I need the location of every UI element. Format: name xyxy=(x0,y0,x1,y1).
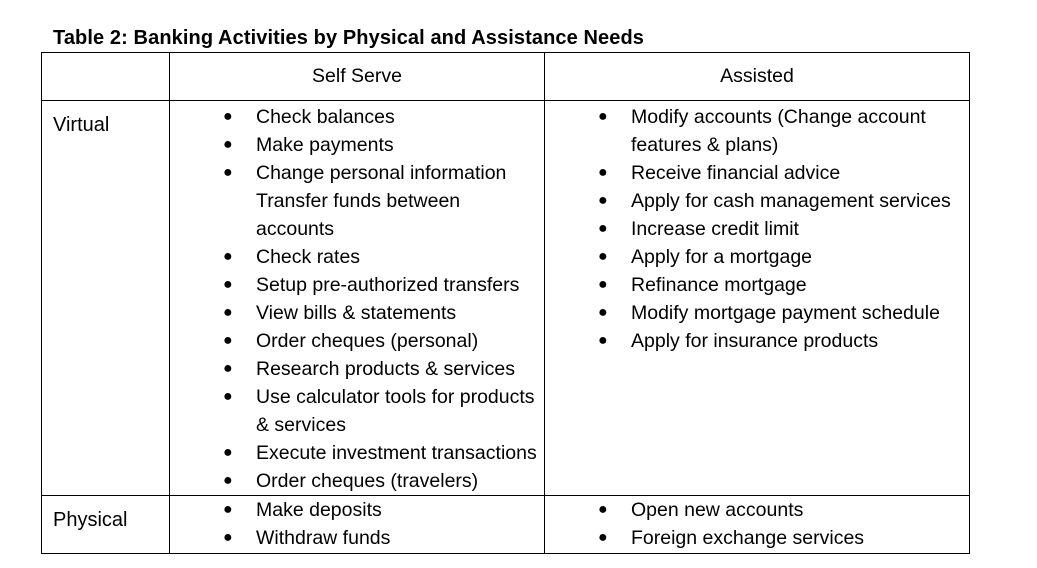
bullet-icon: ● xyxy=(223,501,233,518)
physical-self-serve-list xyxy=(170,496,544,552)
bullet-icon: ● xyxy=(598,192,608,209)
physical-assisted-cell xyxy=(545,496,970,554)
bullet-icon: ● xyxy=(223,472,233,489)
bullet-icon: ● xyxy=(598,332,608,349)
bullet-icon: ● xyxy=(598,164,608,181)
list-item: ● Refinance mortgage xyxy=(545,271,969,299)
bullet-icon: ● xyxy=(598,529,608,546)
list-item: ● Withdraw funds xyxy=(170,524,544,552)
list-item: ● Research products & services xyxy=(170,355,544,383)
column-header-self-serve: Self Serve xyxy=(170,53,545,101)
list-item: ● Setup pre-authorized transfers xyxy=(170,271,544,299)
virtual-self-serve-cell xyxy=(170,101,545,496)
bullet-icon: ● xyxy=(223,444,233,461)
list-item: ● Receive financial advice xyxy=(545,159,969,187)
bullet-icon: ● xyxy=(598,220,608,237)
list-item: ● Increase credit limit xyxy=(545,215,969,243)
bullet-icon: ● xyxy=(223,248,233,265)
virtual-assisted-list xyxy=(545,101,969,355)
table-row-virtual xyxy=(42,101,970,496)
list-item: ● View bills & statements xyxy=(170,299,544,327)
list-item-continuation: features & plans) xyxy=(631,134,779,156)
list-item: ● Foreign exchange services xyxy=(545,524,969,552)
bullet-icon: ● xyxy=(223,360,233,377)
bullet-icon: ● xyxy=(223,276,233,293)
list-item: ● Open new accounts xyxy=(545,496,969,524)
virtual-assisted-cell xyxy=(545,101,970,496)
list-item: ● Check rates xyxy=(170,243,544,271)
row-header-virtual xyxy=(42,101,170,496)
bullet-icon: ● xyxy=(223,108,233,125)
bullet-icon: ● xyxy=(223,136,233,153)
list-item: ● Apply for insurance products xyxy=(545,327,969,355)
list-item-continuation: accounts xyxy=(256,218,335,240)
bullet-icon: ● xyxy=(598,501,608,518)
list-item: ● Change personal information xyxy=(170,159,544,187)
list-item: ● Execute investment transactions xyxy=(170,439,544,467)
list-item: ● Modify mortgage payment schedule xyxy=(545,299,969,327)
list-item: ● Use calculator tools for products xyxy=(170,383,544,411)
list-item: Transfer funds between xyxy=(256,190,461,212)
physical-assisted-list xyxy=(545,496,969,552)
banking-activities-table xyxy=(41,52,970,554)
list-item: ● Order cheques (personal) xyxy=(170,327,544,355)
list-item: ● Modify accounts (Change account xyxy=(545,103,969,131)
table-caption: Table 2: Banking Activities by Physical and Assistance Needs xyxy=(53,27,645,49)
column-header-assisted: Assisted xyxy=(545,53,970,101)
list-item-continuation: & services xyxy=(256,414,346,436)
bullet-icon: ● xyxy=(598,248,608,265)
virtual-self-serve-list xyxy=(170,101,544,495)
bullet-icon: ● xyxy=(223,529,233,546)
header-row xyxy=(42,53,970,101)
bullet-icon: ● xyxy=(598,304,608,321)
row-label: Virtual xyxy=(53,114,110,136)
row-header-physical xyxy=(42,496,170,554)
list-item: ● Apply for cash management services xyxy=(545,187,969,215)
bullet-icon: ● xyxy=(223,332,233,349)
bullet-icon: ● xyxy=(598,108,608,125)
bullet-icon: ● xyxy=(223,388,233,405)
row-label: Physical xyxy=(53,509,128,531)
bullet-icon: ● xyxy=(598,276,608,293)
list-item: ● Order cheques (travelers) xyxy=(170,467,544,495)
bullet-icon: ● xyxy=(223,164,233,181)
list-item: ● Check balances xyxy=(170,103,544,131)
list-item: ● Make deposits xyxy=(170,496,544,524)
bullet-icon: ● xyxy=(223,304,233,321)
list-item: ● Make payments xyxy=(170,131,544,159)
list-item: ● Apply for a mortgage xyxy=(545,243,969,271)
corner-cell xyxy=(42,53,170,101)
table-row-physical xyxy=(42,496,970,554)
physical-self-serve-cell xyxy=(170,496,545,554)
